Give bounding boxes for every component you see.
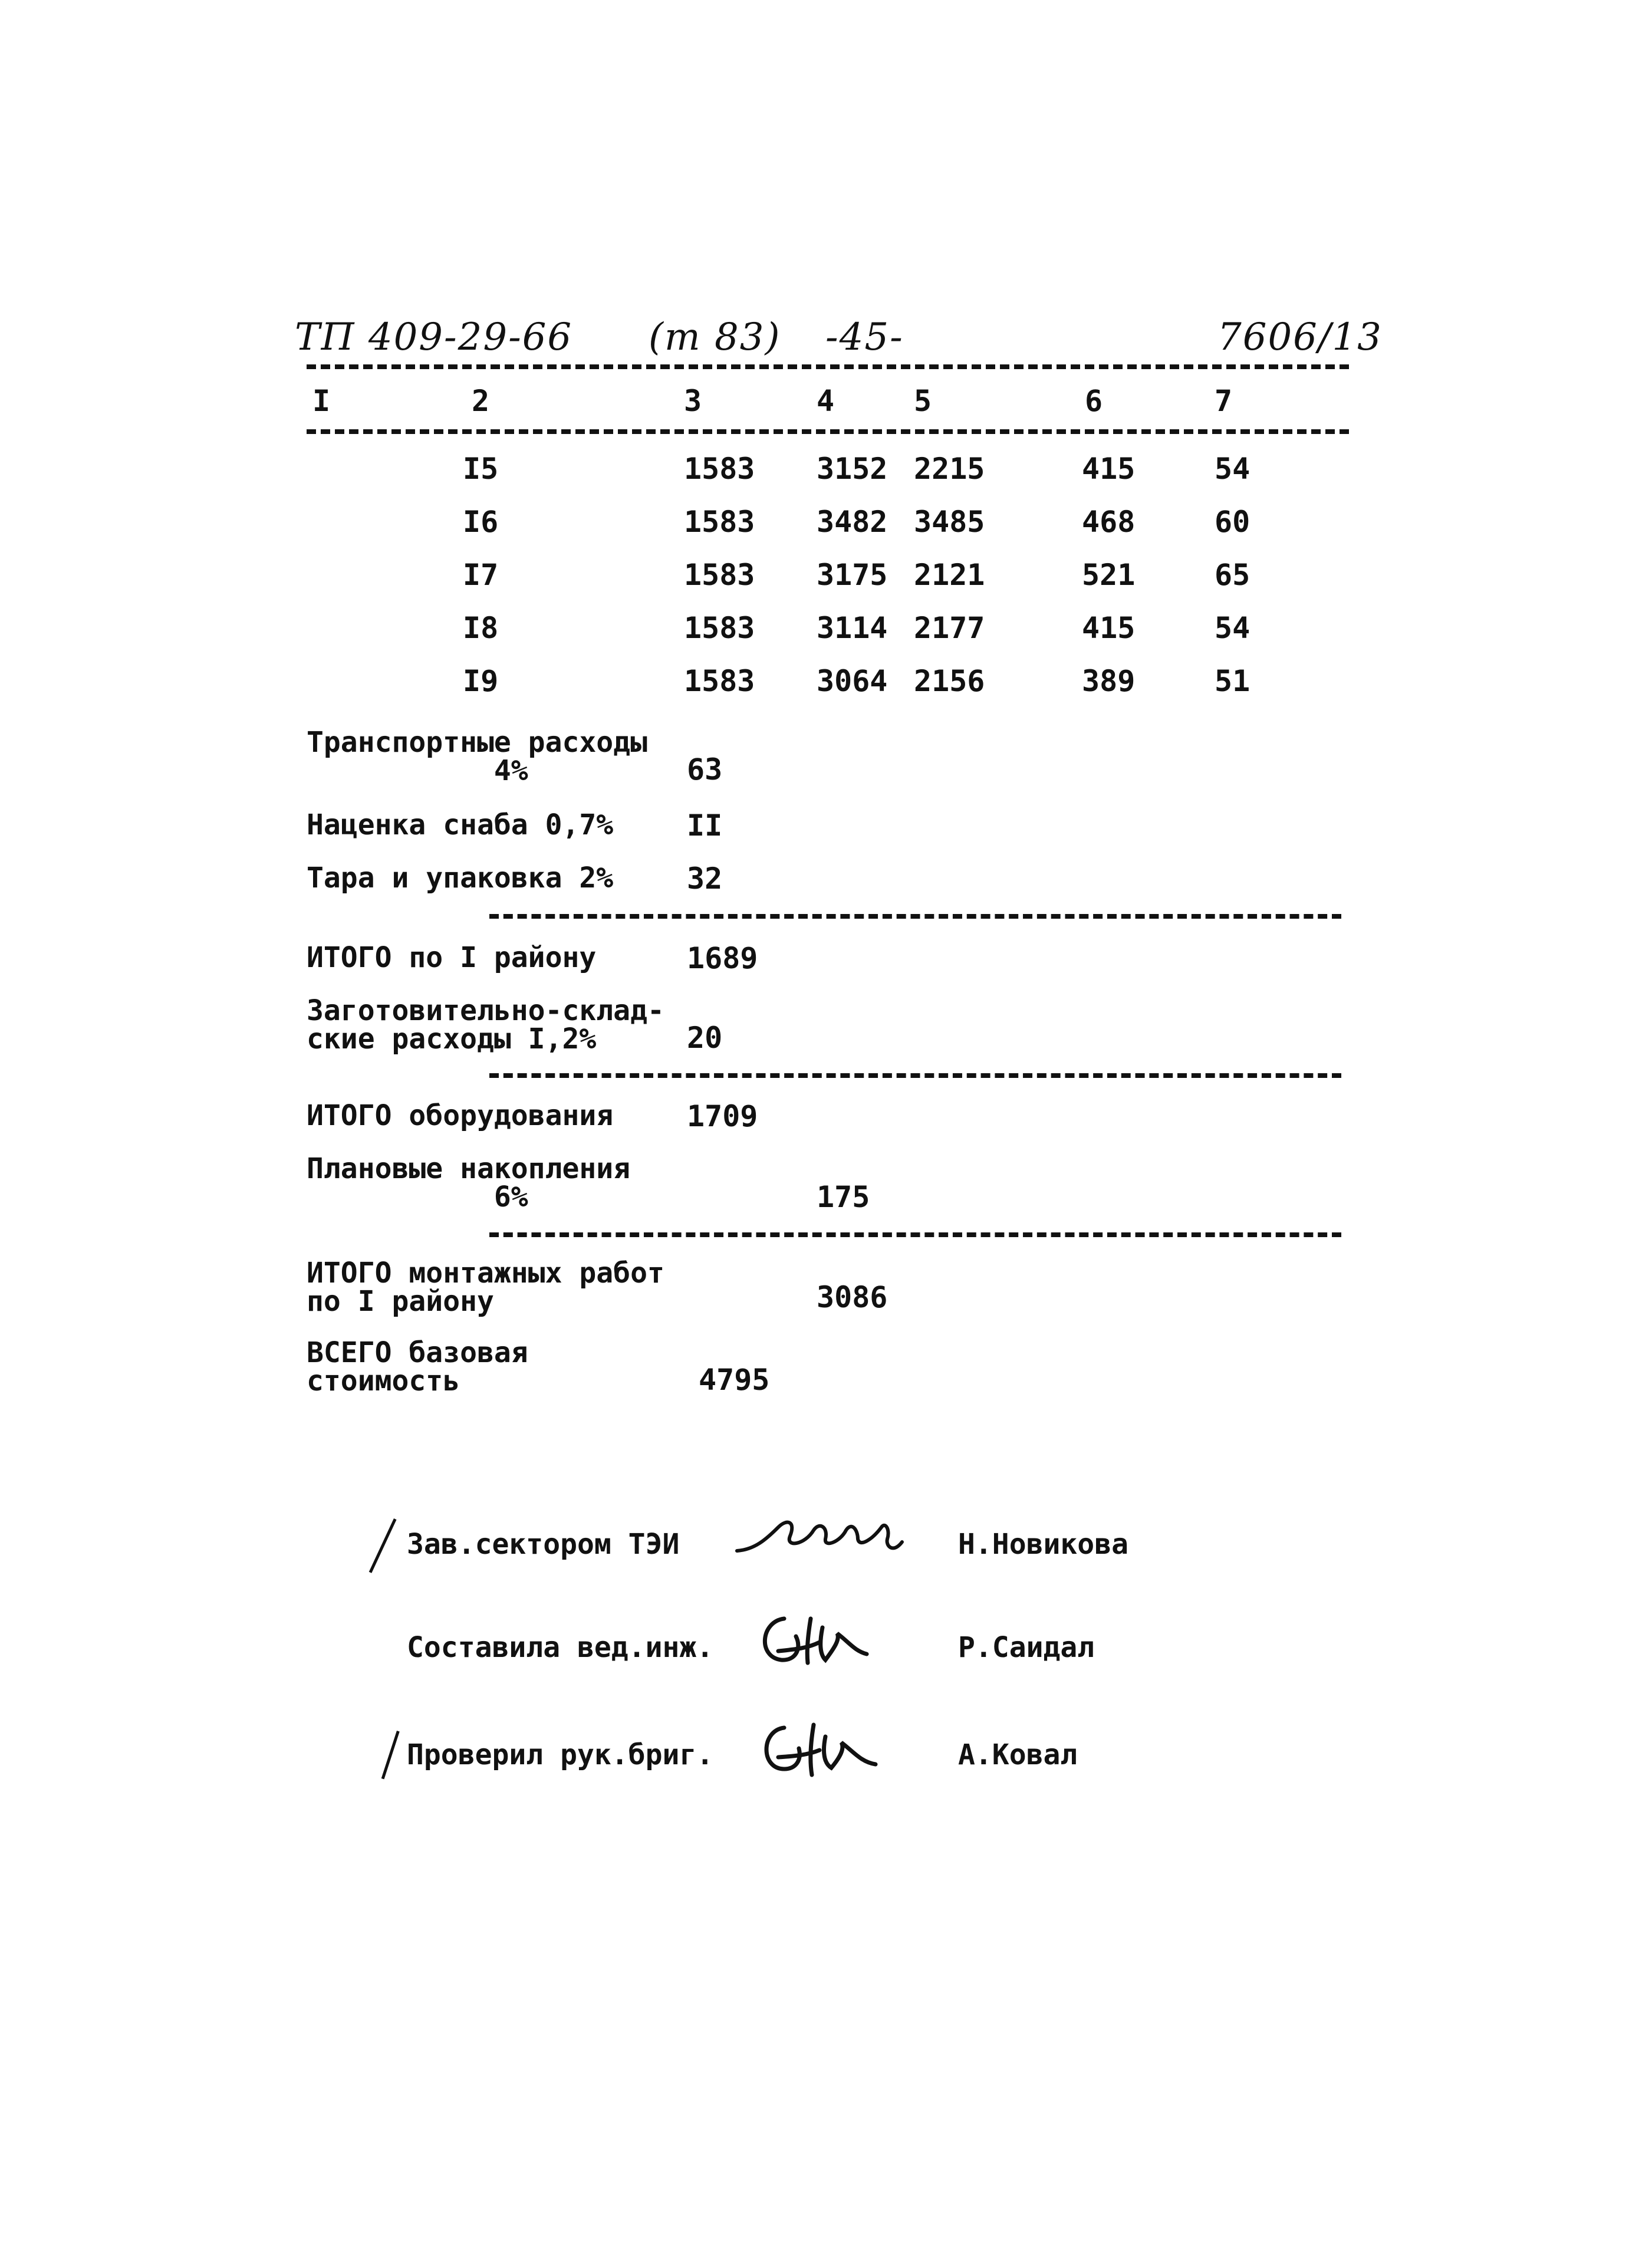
- col-header-6: 6: [1085, 384, 1103, 418]
- cell-col7: 54: [1215, 452, 1250, 486]
- col-header-1: I: [312, 384, 331, 418]
- cell-col4: 3152: [817, 452, 888, 486]
- storage-costs-value: 20: [687, 1021, 723, 1055]
- planned-savings-label: Плановые накопления 6%: [307, 1152, 631, 1214]
- cell-col3: 1583: [684, 452, 755, 486]
- check-slash-mark: [369, 1518, 397, 1573]
- district-total-label: ИТОГО по I району: [307, 941, 597, 974]
- cell-col3: 1583: [684, 664, 755, 698]
- cell-col7: 51: [1215, 664, 1250, 698]
- check-slash-mark: [381, 1731, 400, 1779]
- divider-1: [489, 914, 1341, 919]
- district-total-value: 1689: [687, 941, 758, 975]
- cell-col6: 389: [1082, 664, 1136, 698]
- col-header-3: 3: [684, 384, 702, 418]
- supply-markup-value: II: [687, 808, 723, 843]
- installation-total-value: 3086: [817, 1280, 888, 1314]
- handwritten-signature: [731, 1504, 908, 1569]
- col-header-7: 7: [1215, 384, 1233, 418]
- cell-col7: 60: [1215, 505, 1250, 539]
- cell-col5: 2177: [914, 611, 985, 645]
- base-cost-label: ВСЕГО базовая стоимость: [307, 1336, 528, 1398]
- cell-col7: 54: [1215, 611, 1250, 645]
- supply-markup-label: Наценка снаба 0,7%: [307, 808, 614, 841]
- signature-role: Составила вед.инж.: [407, 1631, 714, 1664]
- header-rule-top: [307, 364, 1349, 369]
- planned-savings-value: 175: [817, 1180, 870, 1214]
- cell-col7: 65: [1215, 558, 1250, 592]
- cell-col3: 1583: [684, 558, 755, 592]
- packaging-value: 32: [687, 862, 723, 896]
- signature-role: Проверил рук.бриг.: [407, 1738, 714, 1771]
- cell-col6: 415: [1082, 452, 1136, 486]
- equipment-total-value: 1709: [687, 1099, 758, 1133]
- cell-index: I7: [463, 558, 499, 592]
- divider-3: [489, 1232, 1341, 1237]
- transport-costs-value: 63: [687, 752, 723, 787]
- col-header-5: 5: [914, 384, 932, 418]
- transport-costs-label: Транспортные расходы 4%: [307, 726, 647, 787]
- base-cost-value: 4795: [699, 1363, 770, 1397]
- doc-code: ТП 409-29-66: [295, 315, 573, 359]
- handwritten-signature: [752, 1716, 887, 1787]
- cell-index: I9: [463, 664, 499, 698]
- cell-col4: 3064: [817, 664, 888, 698]
- equipment-total-label: ИТОГО оборудования: [307, 1099, 614, 1132]
- cell-col6: 521: [1082, 558, 1136, 592]
- cell-col5: 2121: [914, 558, 985, 592]
- cell-col5: 2156: [914, 664, 985, 698]
- cell-col4: 3114: [817, 611, 888, 645]
- cell-col6: 468: [1082, 505, 1136, 539]
- packaging-label: Тара и упаковка 2%: [307, 862, 614, 895]
- sheet-number: 7606/13: [1217, 315, 1383, 359]
- header-rule-bottom: [307, 429, 1349, 434]
- cell-col6: 415: [1082, 611, 1136, 645]
- cell-col3: 1583: [684, 611, 755, 645]
- cell-index: I8: [463, 611, 499, 645]
- signature-name: А.Ковал: [958, 1738, 1078, 1771]
- cell-col4: 3175: [817, 558, 888, 592]
- cell-col5: 2215: [914, 452, 985, 486]
- cell-index: I5: [463, 452, 499, 486]
- cell-index: I6: [463, 505, 499, 539]
- signature-name: Р.Саидал: [958, 1631, 1095, 1664]
- col-header-2: 2: [472, 384, 490, 418]
- signature-name: Н.Новикова: [958, 1528, 1128, 1561]
- installation-total-label: ИТОГО монтажных работ по I району: [307, 1257, 664, 1318]
- col-header-4: 4: [817, 384, 835, 418]
- signature-role: Зав.сектором ТЭИ: [407, 1528, 680, 1561]
- doc-mark: (т 83): [649, 315, 781, 359]
- handwritten-signature: [749, 1607, 878, 1678]
- cell-col4: 3482: [817, 505, 888, 539]
- storage-costs-label: Заготовительно-склад- ские расходы I,2%: [307, 994, 664, 1056]
- cell-col3: 1583: [684, 505, 755, 539]
- page-number: -45-: [825, 315, 904, 359]
- cell-col5: 3485: [914, 505, 985, 539]
- divider-2: [489, 1073, 1341, 1078]
